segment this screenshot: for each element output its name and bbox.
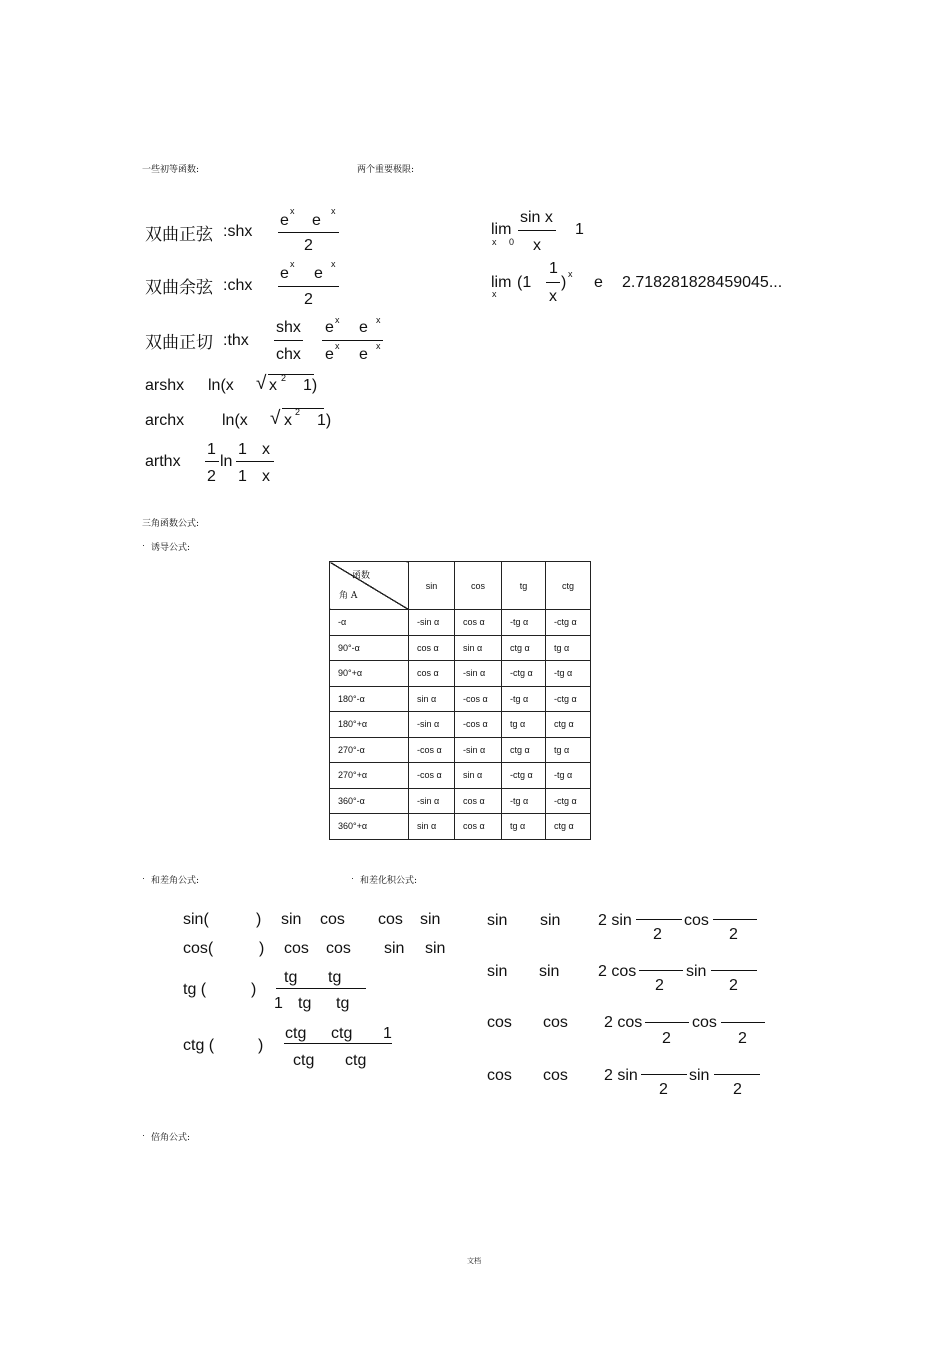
sqrt-sign: √ — [270, 408, 281, 429]
table-row: 180°-α sin α -cos α -tg α -ctg α — [330, 686, 591, 712]
heading-important-limits: 两个重要极限: — [357, 165, 415, 175]
fraction-bar — [284, 1043, 392, 1044]
header-cos: cos — [455, 562, 502, 610]
fraction-bar — [518, 230, 556, 231]
sqrt-sign: √ — [256, 373, 267, 394]
bullet: · — [142, 540, 145, 550]
fraction-bar — [641, 1074, 687, 1075]
fraction-bar — [546, 282, 560, 283]
fraction-bar — [639, 970, 683, 971]
document-page: 一些初等函数: 两个重要极限: 双曲正弦 :shx e x e x 2 双曲余弦 :chx e x e x 2 双曲正切 :thx shx chx e x e x e x e x arshx ln(x √ x 2 1) archx ln(x √ x 2 1) arthx 1 2 ln 1 x 1 x lim x 0 sin x x 1 lim x (1 1 x ) x e 2.718281828459045... 三角函数公式: · 诱导公式: 函数 角 A sin cos tg ctg -α -sin α cos α -tg α -ctg α 90°-α cos α sin α ctg α tg α 90°+α cos α -sin α -ctg α -tg α 180°-α sin α -cos α -tg α -ctg α 180°+α -sin α -cos α tg α ctg α 270°-α -cos α -sin α ctg α tg α 270°+α -cos α sin α -ctg α -tg α 360°-α -sin α cos α -tg α -ctg α 360°+α sin α cos α tg α ctg α · 和差角公式: · 和差化积公式: sin( ) sin cos cos sin cos( ) cos cos sin sin tg ( ) tg tg 1 tg tg ctg ( ) ctg ctg 1 ctg ctg sin sin 2 sin 2 cos 2 sin sin 2 cos 2 sin 2 cos cos 2 cos 2 cos 2 cos cos 2 sin 2 sin 2 · 倍角公式: 文档 — [0, 0, 950, 1345]
bullet: · — [142, 1130, 145, 1140]
fraction-bar — [276, 988, 366, 989]
table-row: 90°+α cos α -sin α -ctg α -tg α — [330, 661, 591, 687]
header-tg: tg — [502, 562, 546, 610]
fraction-bar — [322, 340, 383, 341]
fraction-bar — [636, 919, 682, 920]
fraction-bar — [713, 919, 757, 920]
fraction-bar — [721, 1022, 765, 1023]
table-row: 360°-α -sin α cos α -tg α -ctg α — [330, 788, 591, 814]
corner-label-function: 函数 — [351, 571, 370, 581]
table-row: 180°+α -sin α -cos α tg α ctg α — [330, 712, 591, 738]
fraction-bar — [236, 461, 274, 462]
fraction-bar — [205, 461, 219, 462]
fraction-bar — [711, 970, 757, 971]
header-ctg: ctg — [546, 562, 591, 610]
heading-sum-difference: 和差角公式: — [151, 876, 200, 886]
table-header-row — [330, 562, 591, 610]
fraction-bar — [645, 1022, 689, 1023]
heading-trig-formulas: 三角函数公式: — [142, 519, 200, 529]
induction-table — [329, 561, 591, 840]
heading-double-angle: 倍角公式: — [151, 1133, 191, 1143]
heading-induction-formulas: 诱导公式: — [151, 543, 191, 553]
fraction-bar — [278, 286, 339, 287]
bullet: · — [351, 873, 354, 883]
fraction-bar — [714, 1074, 760, 1075]
corner-label-angle: 角 A — [339, 591, 358, 601]
radical-bar — [282, 408, 324, 409]
table-row: 90°-α cos α sin α ctg α tg α — [330, 635, 591, 661]
table-row: 360°+α sin α cos α tg α ctg α — [330, 814, 591, 840]
heading-elementary-functions: 一些初等函数: — [142, 165, 200, 175]
table-row: 270°-α -cos α -sin α ctg α tg α — [330, 737, 591, 763]
heading-sum-to-product: 和差化积公式: — [360, 876, 418, 886]
table-row: 270°+α -cos α sin α -ctg α -tg α — [330, 763, 591, 789]
table-row: -α -sin α cos α -tg α -ctg α — [330, 610, 591, 636]
fraction-bar — [278, 232, 339, 233]
header-sin: sin — [409, 562, 455, 610]
bullet: · — [142, 873, 145, 883]
fraction-bar — [274, 340, 303, 341]
page-footer: 文档 — [467, 1257, 481, 1265]
radical-bar — [268, 374, 314, 375]
table-corner-cell — [330, 562, 409, 610]
